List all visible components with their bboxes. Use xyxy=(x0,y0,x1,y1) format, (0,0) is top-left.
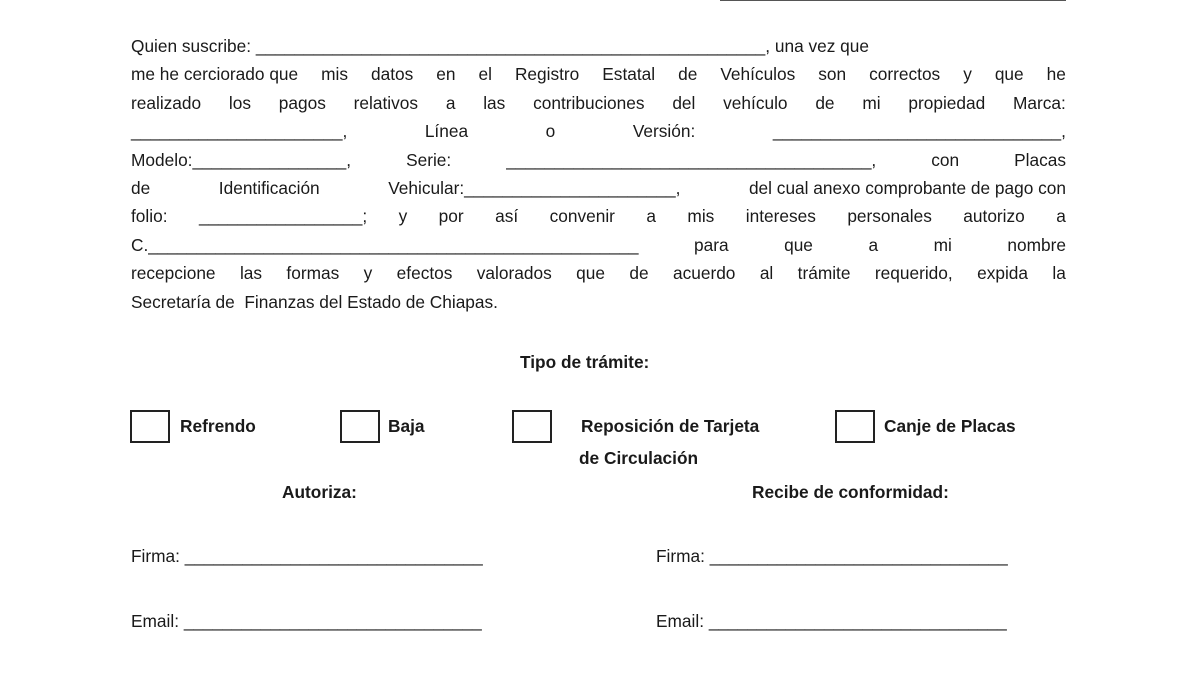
autoriza-heading: Autoriza: xyxy=(282,482,357,502)
paragraph-line xyxy=(131,174,1066,202)
paragraph-word: _________________; xyxy=(198,206,368,227)
paragraph-word: contribuciones xyxy=(533,92,645,113)
tramite-heading: Tipo de trámite: xyxy=(520,352,650,372)
checkbox-reposicion[interactable] xyxy=(512,410,552,443)
paragraph-word: al xyxy=(759,263,774,284)
paragraph-word: por xyxy=(438,206,464,227)
paragraph-word: relativos xyxy=(353,92,419,113)
paragraph-word: del xyxy=(672,92,696,113)
paragraph-word: mi xyxy=(862,92,881,113)
paragraph-word: ______________________________, xyxy=(772,121,1066,142)
paragraph-word: mi xyxy=(933,234,952,255)
authorization-paragraph xyxy=(131,32,1066,316)
paragraph-word: y xyxy=(963,64,972,85)
paragraph-word: para xyxy=(693,234,729,255)
option-label-reposicion-line2: de Circulación xyxy=(579,448,699,468)
paragraph-word: de xyxy=(815,92,835,113)
paragraph-word: Placas xyxy=(1014,149,1066,170)
paragraph-word: intereses xyxy=(745,206,816,227)
paragraph-word: a xyxy=(1056,206,1066,227)
signature-rule-top xyxy=(720,0,1066,1)
paragraph-word: las xyxy=(239,263,263,284)
paragraph-line xyxy=(131,89,1066,117)
paragraph-word: correctos xyxy=(869,64,941,85)
paragraph-word: me he cerciorado que xyxy=(131,64,299,85)
paragraph-word: recepcione xyxy=(131,263,216,284)
paragraph-word: personales xyxy=(847,206,932,227)
checkbox-baja[interactable] xyxy=(340,410,380,443)
option-label-refrendo: Refrendo xyxy=(180,416,256,436)
paragraph-word: efectos xyxy=(396,263,453,284)
paragraph-word: Estatal xyxy=(602,64,656,85)
paragraph-word: el xyxy=(478,64,492,85)
paragraph-word: Registro xyxy=(514,64,580,85)
paragraph-word: del cual anexo comprobante de pago con xyxy=(748,177,1066,198)
paragraph-word: los xyxy=(228,92,252,113)
paragraph-word: mis xyxy=(687,206,715,227)
paragraph-word: convenir xyxy=(549,206,615,227)
paragraph-word: Identificación xyxy=(218,177,320,198)
paragraph-word: a xyxy=(646,206,656,227)
paragraph-word: Marca: xyxy=(1013,92,1066,113)
paragraph-word: que xyxy=(784,234,813,255)
paragraph-word: acuerdo xyxy=(672,263,736,284)
option-label-canje-placas: Canje de Placas xyxy=(884,416,1016,436)
paragraph-word: la xyxy=(1052,263,1066,284)
paragraph-word: expida xyxy=(977,263,1029,284)
paragraph-word: en xyxy=(436,64,456,85)
paragraph-word: requerido, xyxy=(874,263,953,284)
paragraph-line xyxy=(131,60,1066,88)
paragraph-word: de xyxy=(131,177,151,198)
paragraph-word: de xyxy=(678,64,698,85)
paragraph-word: Quien suscribe: _____________________________________________________, una vez que xyxy=(131,36,870,56)
paragraph-word: Versión: xyxy=(632,121,696,142)
paragraph-word: Vehicular:______________________, xyxy=(388,177,681,198)
checkbox-refrendo[interactable] xyxy=(130,410,170,443)
option-label-baja: Baja xyxy=(388,416,425,436)
paragraph-word: valorados xyxy=(476,263,552,284)
paragraph-word: que xyxy=(576,263,605,284)
paragraph-word: folio: xyxy=(131,206,168,227)
paragraph-word: a xyxy=(445,92,456,113)
paragraph-word: ______________________, xyxy=(131,121,348,142)
paragraph-word: de xyxy=(629,263,649,284)
paragraph-word: así xyxy=(495,206,519,227)
paragraph-line xyxy=(131,288,1066,316)
paragraph-word: o xyxy=(545,121,556,142)
paragraph-word: he xyxy=(1046,64,1066,85)
paragraph-word: y xyxy=(398,206,408,227)
paragraph-word: propiedad xyxy=(908,92,986,113)
paragraph-word: y xyxy=(363,263,373,284)
paragraph-word: formas xyxy=(286,263,340,284)
paragraph-word: que xyxy=(994,64,1024,85)
paragraph-line xyxy=(131,202,1066,230)
recibe-firma-field[interactable]: Firma: _______________________________ xyxy=(656,546,1008,566)
paragraph-word: son xyxy=(818,64,847,85)
paragraph-word: con xyxy=(931,149,960,170)
paragraph-word: mis xyxy=(321,64,349,85)
paragraph-word: las xyxy=(483,92,506,113)
paragraph-word: Serie: xyxy=(406,149,452,170)
paragraph-word: Modelo:________________, xyxy=(131,149,352,170)
option-label-reposicion: Reposición de Tarjeta xyxy=(581,416,760,436)
paragraph-word: datos xyxy=(371,64,414,85)
recibe-email-field[interactable]: Email: _______________________________ xyxy=(656,611,1007,631)
paragraph-line xyxy=(131,146,1066,174)
paragraph-word: vehículo xyxy=(723,92,788,113)
paragraph-word: realizado xyxy=(131,92,202,113)
paragraph-word: Secretaría de Finanzas del Estado de Chiapas. xyxy=(131,291,498,312)
paragraph-line xyxy=(131,32,1066,60)
paragraph-word: ______________________________________, xyxy=(506,149,877,170)
paragraph-word: pagos xyxy=(278,92,326,113)
paragraph-word: a xyxy=(868,234,879,255)
checkbox-canje-placas[interactable] xyxy=(835,410,875,443)
paragraph-word: nombre xyxy=(1007,234,1066,255)
paragraph-word: Línea xyxy=(424,121,469,142)
paragraph-line xyxy=(131,259,1066,287)
paragraph-line xyxy=(131,231,1066,259)
paragraph-line xyxy=(131,117,1066,145)
recibe-heading: Recibe de conformidad: xyxy=(752,482,949,502)
paragraph-word: Vehículos xyxy=(720,64,796,85)
autoriza-firma-field[interactable]: Firma: _______________________________ xyxy=(131,546,483,566)
paragraph-word: C.___________________________________________________ xyxy=(131,234,639,255)
paragraph-word: autorizo xyxy=(963,206,1025,227)
paragraph-word: trámite xyxy=(797,263,851,284)
autoriza-email-field[interactable]: Email: _______________________________ xyxy=(131,611,482,631)
